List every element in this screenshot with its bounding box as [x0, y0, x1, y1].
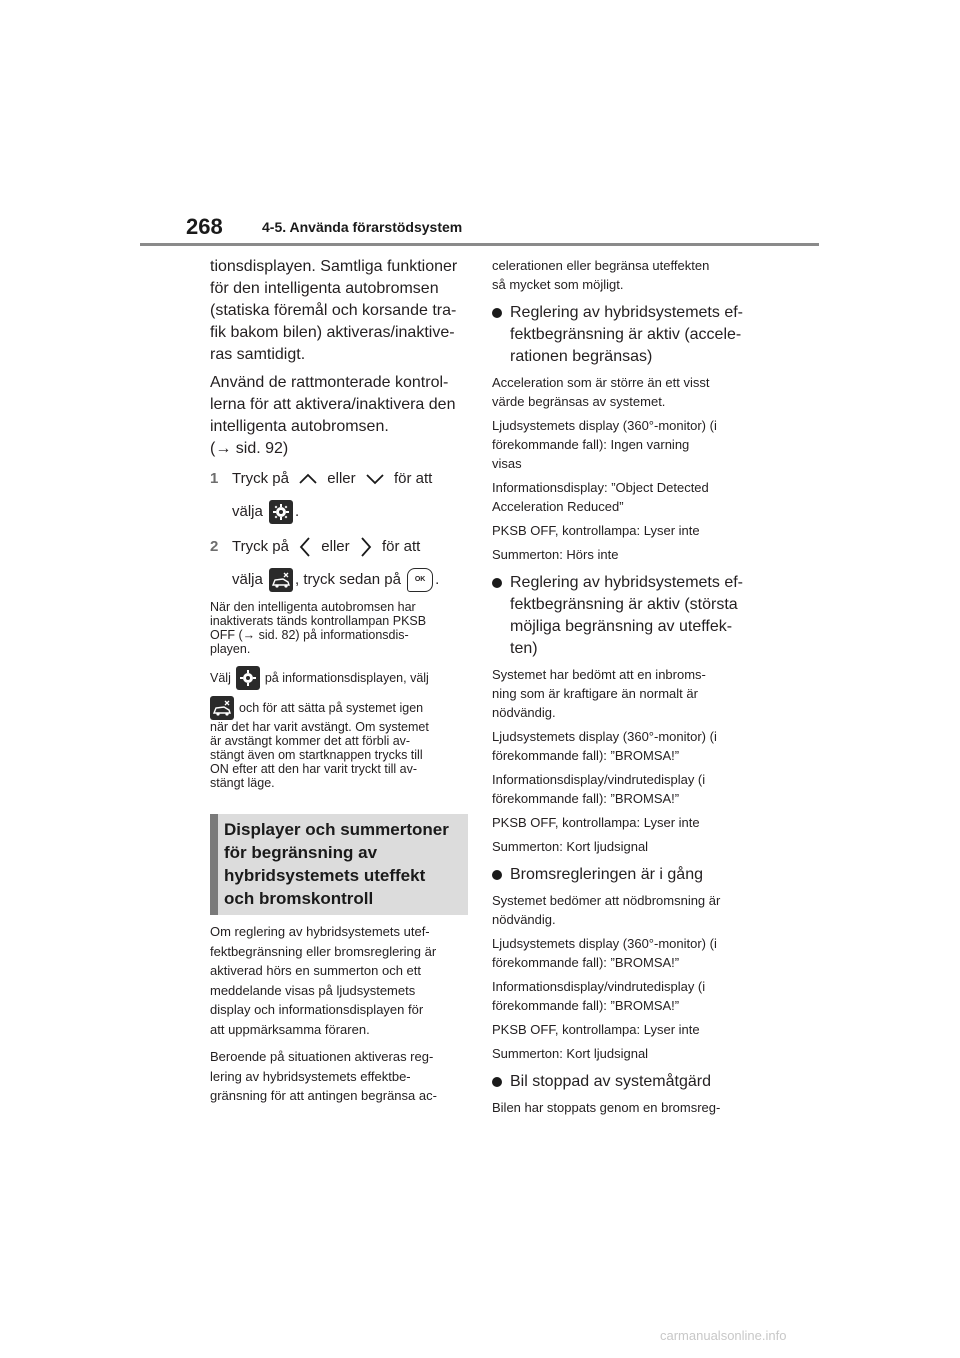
situation-paragraph: Beroende på situationen aktiveras reg- lering av hybridsystemets effektbe- gränsning för att antingen begränsa ac- [210, 1049, 437, 1103]
b4-item: Bilen har stoppats genom en bromsreg- [492, 1100, 721, 1115]
b2-item: Informationsdisplay/vindrutedisplay (i förekommande fall): ”BROMSA!” [492, 772, 706, 806]
bullet-dot-icon [492, 308, 502, 318]
b3-item: PKSB OFF, kontrollampa: Lyser inte [492, 1022, 700, 1037]
b2-item: Systemet har bedömt att en inbroms- ning som är kraftigare än normalt är nödvändig. [492, 667, 706, 720]
chevron-up-icon [299, 473, 317, 485]
heading-accent-bar [210, 814, 218, 915]
continuation-paragraph: celerationen eller begränsa uteffekten så mycket som möjligt. [492, 258, 710, 292]
note-pksb: När den intelligenta autobromsen har inaktiverats tänds kontrollampan PKSB OFF (→ sid. 82) på informationsdis- playen. [210, 600, 427, 656]
b1-item: Summerton: Hörs inte [492, 547, 619, 562]
car-brake-icon [269, 568, 293, 592]
bullet-acceleration-limited: Reglering av hybridsystemets ef- fektbegränsning är aktiv (accele- rationen begränsas) [492, 302, 760, 368]
left-column [210, 256, 472, 790]
note-reactivate: Välj på informationsdisplayen, välj och för att sätta på systemet igen när det har varit avstängt. Om systemet är avstängt kommer det att förbli av- stängt även om startknappen trycks till ON efter att den har varit tryckt till av- stängt läge. [210, 666, 472, 790]
bullet-vehicle-stopped: Bil stoppad av systemåtgärd [492, 1071, 760, 1093]
b2-item: Summerton: Kort ljudsignal [492, 839, 649, 854]
left-bottom-text [210, 922, 472, 1106]
b2-item: PKSB OFF, kontrollampa: Lyser inte [492, 815, 700, 830]
b3-item: Informationsdisplay/vindrutedisplay (i förekommande fall): ”BROMSA!” [492, 979, 706, 1013]
watermark: carmanualsonline.info [660, 1328, 787, 1343]
b1-item: Acceleration som är större än ett visst värde begränsas av systemet. [492, 375, 710, 409]
settings-gear-icon [269, 500, 293, 524]
chevron-down-icon [366, 473, 384, 485]
b1-item: Informationsdisplay: ”Object Detected Acceleration Reduced” [492, 480, 709, 514]
b2-item: Ljudsystemets display (360°-monitor) (i förekommande fall): ”BROMSA!” [492, 729, 717, 763]
step-1: 1 Tryck på eller för att välja . [210, 468, 472, 524]
car-brake-icon [210, 696, 234, 720]
section-heading-box [210, 814, 468, 915]
b1-item: PKSB OFF, kontrollampa: Lyser inte [492, 523, 700, 538]
chevron-right-icon [360, 537, 372, 557]
step-2: 2 Tryck på eller för att välja , tryck sedan på OK . [210, 536, 472, 592]
page-number: 268 [186, 214, 223, 239]
section-heading: Displayer och summertoner för begränsning av hybridsystemets uteffekt och bromskontroll [224, 820, 449, 908]
controls-paragraph: Använd de rattmonterade kontrol- lerna för att aktivera/inaktivera den intelligenta autobromsen. (→ sid. 92) [210, 374, 456, 457]
section-title: 4-5. Använda förarstödsystem [262, 219, 463, 235]
right-column [492, 256, 760, 1117]
b3-item: Summerton: Kort ljudsignal [492, 1046, 649, 1061]
bullet-dot-icon [492, 870, 502, 880]
header-divider [140, 243, 819, 246]
b3-item: Systemet bedömer att nödbromsning är nödvändig. [492, 893, 721, 927]
b1-item: Ljudsystemets display (360°-monitor) (i förekommande fall): Ingen varning visas [492, 418, 717, 471]
bullet-brake-control-active: Bromsregleringen är i gång [492, 864, 760, 886]
bullet-max-limitation: Reglering av hybridsystemets ef- fektbegränsning är aktiv (största möjliga begränsning av uteffek- ten) [492, 572, 760, 660]
bullet-dot-icon [492, 578, 502, 588]
bullet-dot-icon [492, 1077, 502, 1087]
b3-item: Ljudsystemets display (360°-monitor) (i förekommande fall): ”BROMSA!” [492, 936, 717, 970]
settings-gear-icon [236, 666, 260, 690]
ok-button-icon: OK [407, 568, 433, 592]
intro-paragraph: tionsdisplayen. Samtliga funktioner för den intelligenta autobromsen (statiska föremål och korsande tra- fik bakom bilen) aktiveras/inaktive- ras samtidigt. [210, 258, 458, 363]
buzzer-paragraph: Om reglering av hybridsystemets utef- fektbegränsning eller bromsreglering är aktiverad hörs en summerton och ett meddelande visas på ljudsystemets display och informationsdisplayen för att uppmärksamma föraren. [210, 924, 437, 1037]
chevron-left-icon [299, 537, 311, 557]
